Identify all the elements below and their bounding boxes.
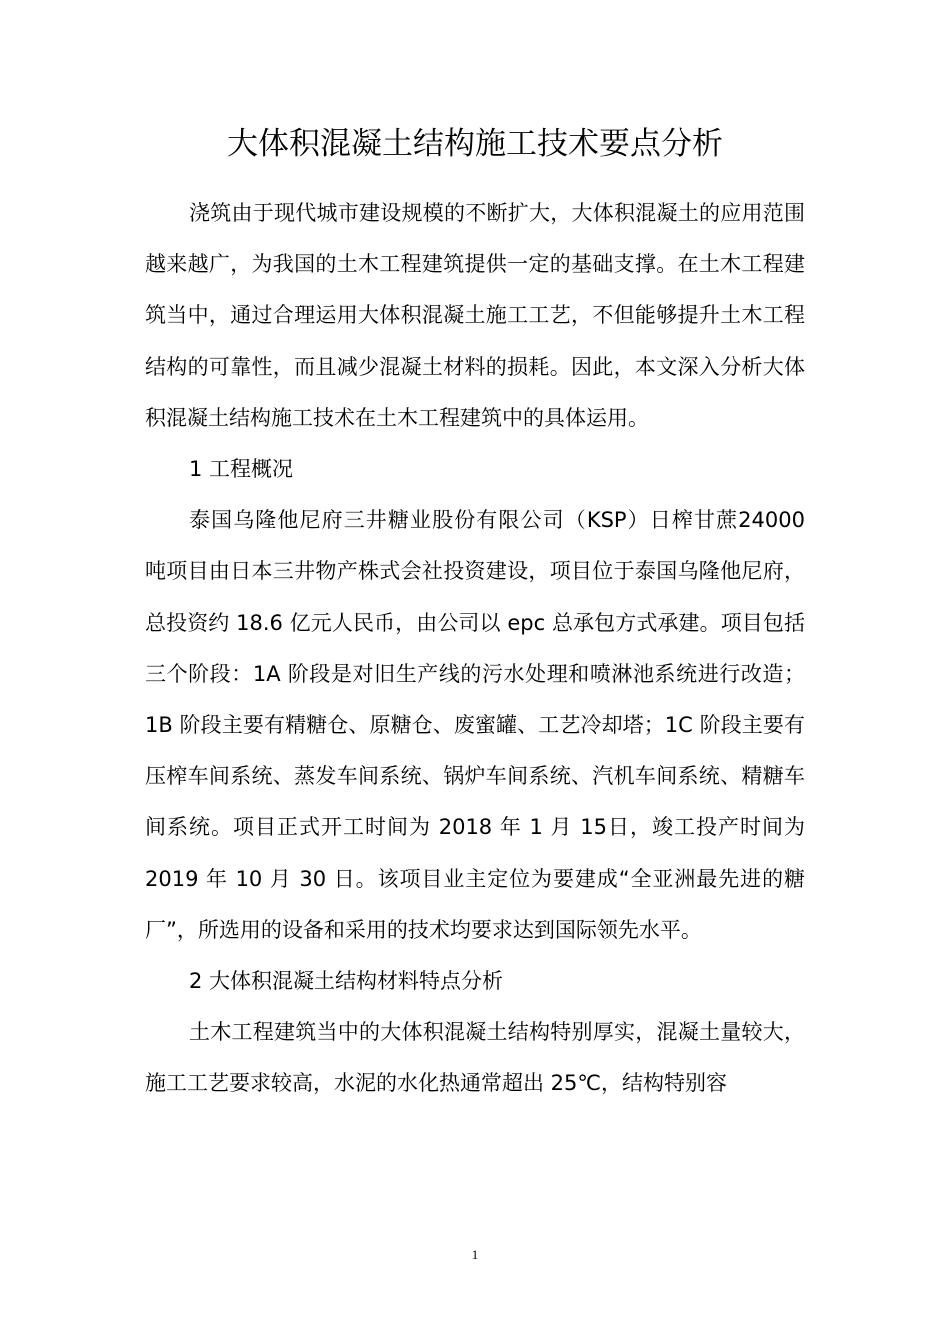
- section-heading-1: 1 工程概况: [189, 457, 294, 482]
- page-number: 1: [471, 1247, 479, 1262]
- document-title: 大体积混凝土结构施工技术要点分析: [227, 126, 723, 162]
- section-heading-2: 2 大体积混凝土结构材料特点分析: [189, 969, 504, 994]
- paragraph-intro: 浇筑由于现代城市建设规模的不断扩大，大体积混凝土的应用范围越来越广，为我国的土木工程建筑提供一定的基础支撑。在土木工程建筑当中，通过合理运用大体积混凝土施工工艺，不但能够提升土木工程结构的可靠性，而且减少混凝土材料的损耗。因此，本文深入分析大体积混凝土结构施工技术在土木工程建筑中的具体运用。: [145, 201, 805, 430]
- paragraph-project-overview: 泰国乌隆他尼府三井糖业股份有限公司（KSP）日榨甘蔗24000 吨项目由日本三井物产株式会社投资建设，项目位于泰国乌隆他尼府，总投资约 18.6 亿元人民币，由公司以 epc 总承包方式承建。项目包括三个阶段：1A 阶段是对旧生产线的污水处理和喷淋池系统进行改造；1B 阶段主要有精糖仓、原糖仓、废蜜罐、工艺冷却塔；1C 阶段主要有压榨车间系统、蒸发车间系统、锅炉车间系统、汽机车间系统、精糖车间系统。项目正式开工时间为 2018 年 1 月 15日，竣工投产时间为 2019 年 10 月 30 日。该项目业主定位为要建成“全亚洲最先进的糖厂”，所选用的设备和采用的技术均要求达到国际领先水平。: [145, 508, 805, 942]
- document-body: [145, 188, 805, 1110]
- paragraph-material-features: 土木工程建筑当中的大体积混凝土结构特别厚实，混凝土量较大，施工工艺要求较高，水泥的水化热通常超出 25℃，结构特别容: [145, 1020, 805, 1096]
